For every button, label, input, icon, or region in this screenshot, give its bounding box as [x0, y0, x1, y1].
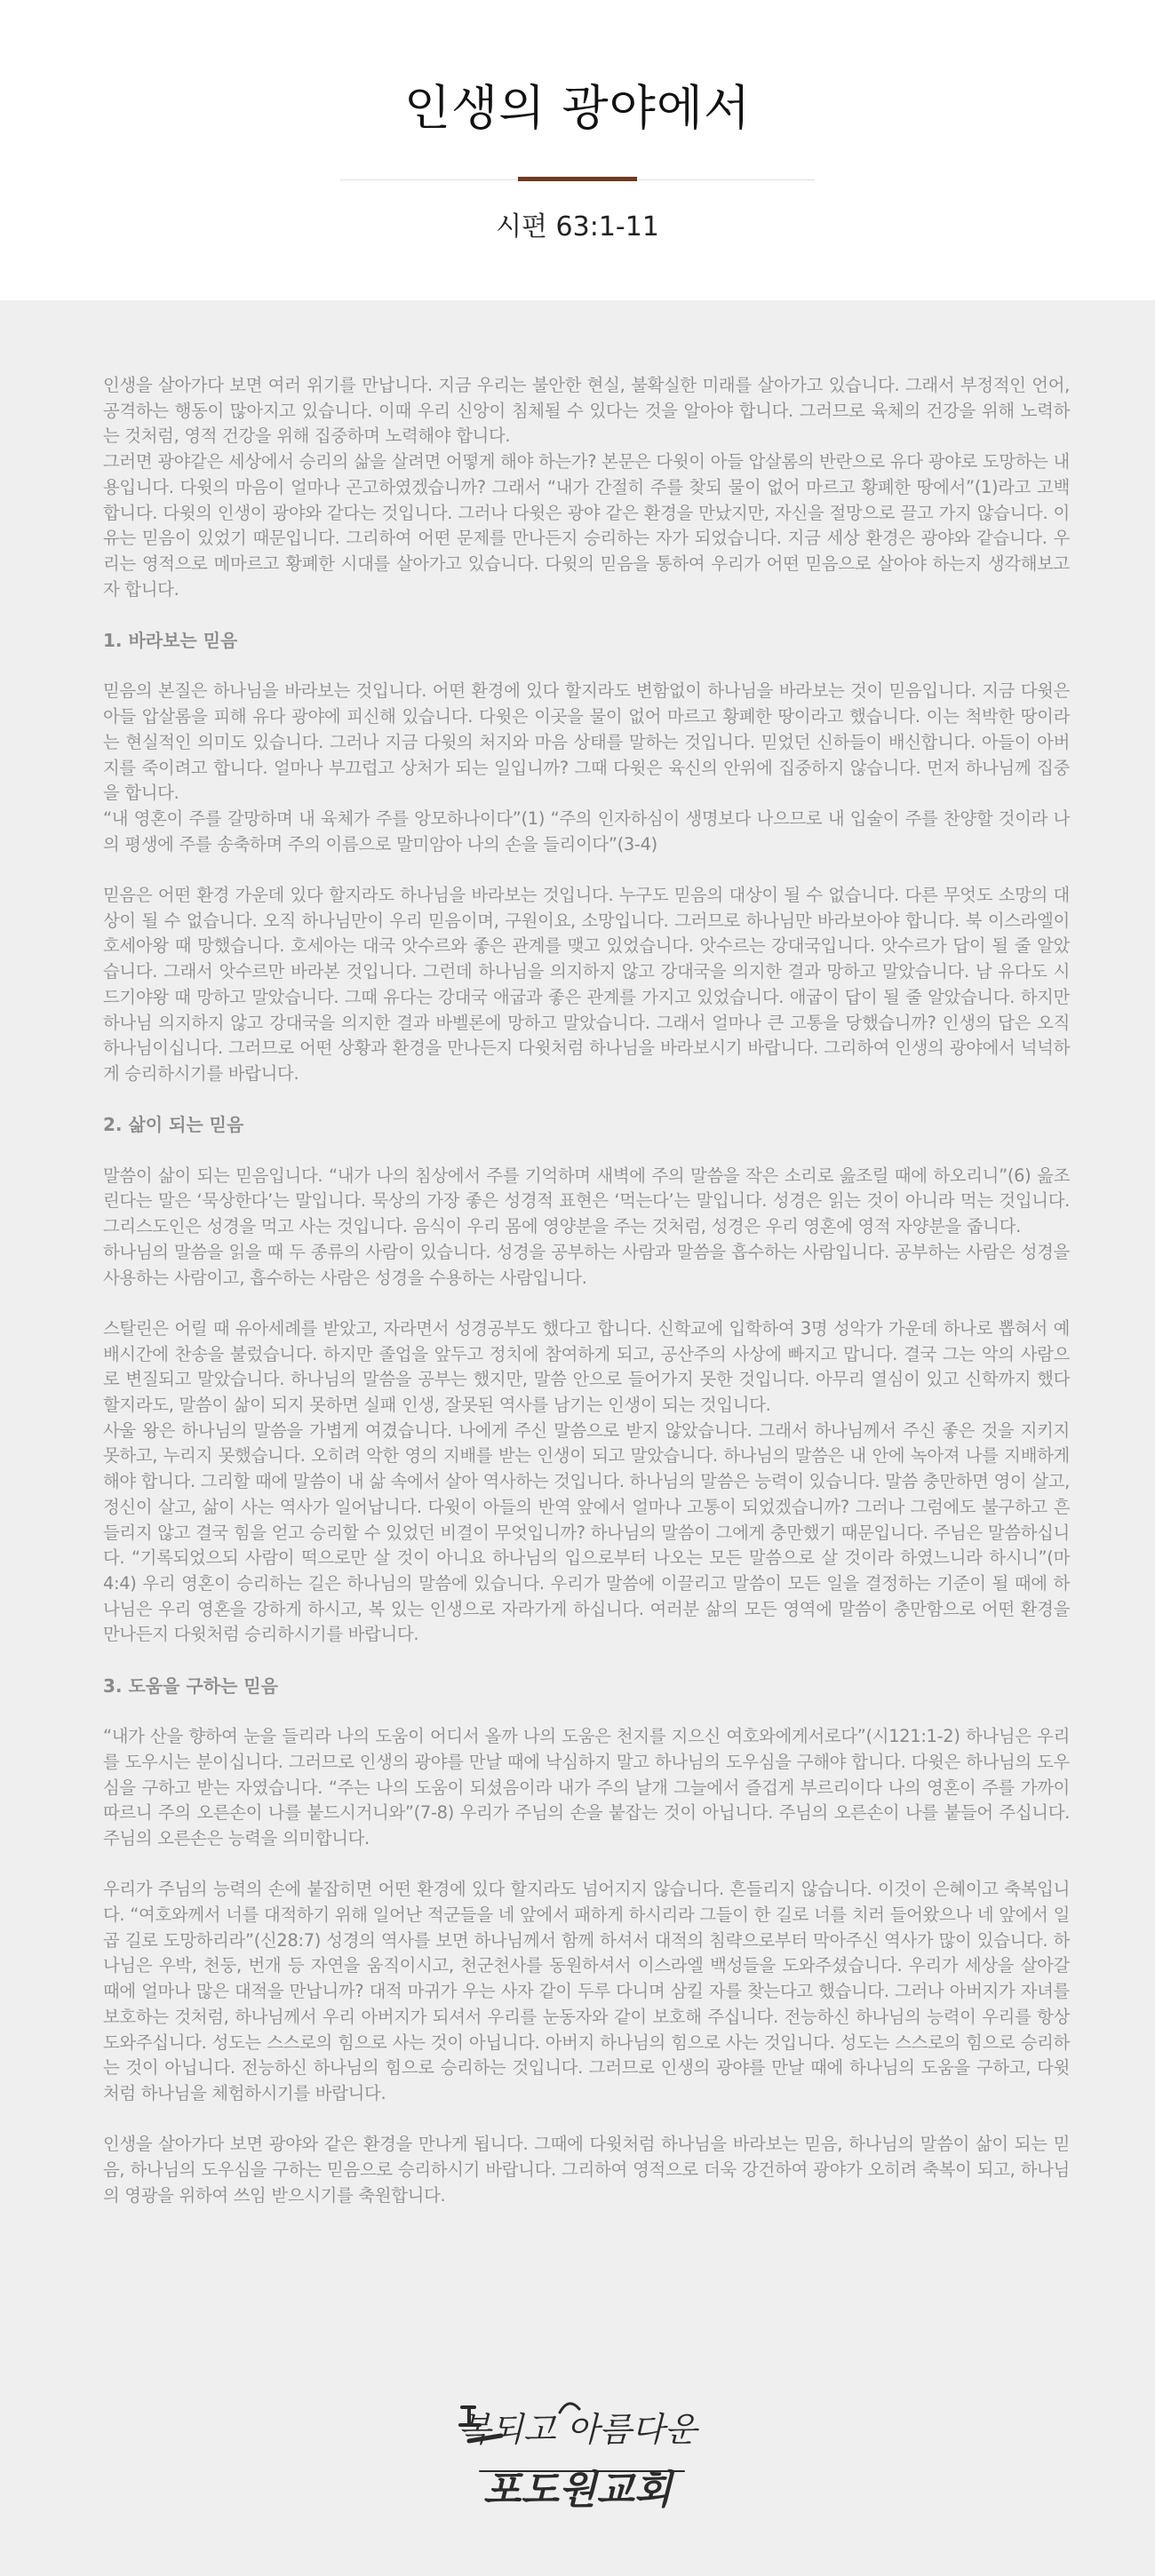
section-paragraph: “내가 산을 향하여 눈을 들리라 나의 도움이 어디서 올까 나의 도움은 천지를 지으신 여호와에게서로다”(시121:1-2) 하나님은 우리를 도우시는 분이십니다. 그러므로 인생의 광야를 만날 때에 낙심하지 말고 하나님의 도우심을 구해야 합니다. 다윗은 하나님의 도우심을 구하고 받는 자였습니다. “주는 나의 도움이 되셨음이라 내가 주의 날개 그늘에서 즐겁게 부르리이다 나의 영혼이 주를 가까이 따르니 주의 오른손이 나를 붙드시거니와”(7-8) 우리가 주님의 손을 붙잡는 것이 아닙니다. 주님의 오른손이 나를 붙들어 주십니다. 주님의 오른손은 능력을 의미합니다. [103, 1726, 1070, 1849]
section-paragraph: 믿음의 본질은 하나님을 바라보는 것입니다. 어떤 환경에 있다 할지라도 변함없이 하나님을 바라보는 것이 믿음입니다. 지금 다윗은 아들 압살롬을 피해 유다 광야에 피신해 있습니다. 다윗은 이곳을 물이 없어 마르고 황폐한 땅이라고 했습니다. 이는 척박한 땅이라는 현실적인 의미도 있습니다. 그러나 지금 다윗의 처지와 마음 상태를 말하는 것입니다. 믿었던 신하들이 배신합니다. 아들이 아버지를 죽이려고 합니다. 얼마나 부끄럽고 상처가 되는 일입니까? 그때 다윗은 육신의 안위에 집중하지 않습니다. 먼저 하나님께 집중을 합니다. [103, 680, 1070, 804]
logo-line-1: 복되고 아름다운 [458, 2410, 697, 2449]
page-title: 인생의 광야에서 [403, 80, 752, 136]
logo-line-2: 포도원교회 [482, 2468, 673, 2513]
section-heading: 1. 바라보는 믿음 [103, 630, 238, 652]
scripture-reference: 시편 63:1-11 [496, 211, 659, 242]
church-logo [444, 2389, 711, 2523]
section-heading: 2. 삶이 되는 믿음 [103, 1114, 244, 1136]
title-divider-accent [518, 177, 637, 181]
intro-paragraph: 그러면 광야같은 세상에서 승리의 삶을 살려면 어떻게 해야 하는가? 본문은 다윗이 아들 압살롬의 반란으로 유다 광야로 도망하는 내용입니다. 다윗의 마음이 얼마나 곤고하였겠습니까? 그래서 “내가 간절히 주를 찾되 물이 없어 마르고 황폐한 땅에서”(1)라고 고백합니다. 다윗의 인생이 광야와 같다는 것입니다. 그러나 다윗은 광야 같은 환경을 만났지만, 자신을 절망으로 끌고 가지 않습니다. 이유는 믿음이 있었기 때문입니다. 그리하여 어떤 문제를 만나든지 승리하는 자가 되었습니다. 지금 세상 환경은 광야와 같습니다. 우리는 영적으로 메마르고 황폐한 시대를 살아가고 있습니다. 다윗의 믿음을 통하여 우리가 어떤 믿음으로 살아야 하는지 생각해보고자 합니다. [103, 451, 1070, 600]
page-header [0, 0, 1155, 300]
section-paragraph: 말씀이 삶이 되는 믿음입니다. “내가 나의 침상에서 주를 기억하며 새벽에 주의 말씀을 작은 소리로 읊조릴 때에 하오리니”(6) 읊조린다는 말은 ‘묵상한다’는 말입니다. 묵상의 가장 좋은 성경적 표현은 ‘먹는다’는 말입니다. 성경은 읽는 것이 아니라 먹는 것입니다. 그리스도인은 성경을 먹고 사는 것입니다. 음식이 우리 몸에 영양분을 주는 것처럼, 성경은 우리 영혼에 영적 자양분을 줍니다. [103, 1165, 1070, 1237]
section-paragraph: 사울 왕은 하나님의 말씀을 가볍게 여겼습니다. 나에게 주신 말씀으로 받지 않았습니다. 그래서 하나님께서 주신 좋은 것을 지키지 못하고, 누리지 못했습니다. 오히려 악한 영의 지배를 받는 인생이 되고 말았습니다. 하나님의 말씀은 내 안에 녹아져 나를 지배하게 해야 합니다. 그리할 때에 말씀이 내 삶 속에서 살아 역사하는 것입니다. 하나님의 말씀은 능력이 있습니다. 말씀 충만하면 영이 살고, 정신이 살고, 삶이 사는 역사가 일어납니다. 다윗이 아들의 반역 앞에서 얼마나 고통이 되었겠습니까? 그러나 그럼에도 불구하고 흔들리지 않고 결국 힘을 얻고 승리할 수 있었던 비결이 무엇입니까? 하나님의 말씀이 그에게 충만했기 때문입니다. 주님은 말씀하십니다. “기록되었으되 사람이 떡으로만 살 것이 아니요 하나님의 입으로부터 나오는 모든 말씀으로 살 것이라 하였느니라 하시니”(마4:4) 우리 영혼이 승리하는 길은 하나님의 말씀에 있습니다. 우리가 말씀에 이끌리고 말씀이 모든 일을 결정하는 기준이 될 때에 하나님은 우리 영혼을 강하게 하시고, 복 있는 인생으로 자라가게 하십니다. 여러분 삶의 모든 영역에 말씀이 충만함으로 어떤 환경을 만나든지 다윗처럼 승리하시기를 바랍니다. [103, 1419, 1070, 1645]
section-paragraph: “내 영혼이 주를 갈망하며 내 육체가 주를 앙모하나이다”(1) “주의 인자하심이 생명보다 나으므로 내 입술이 주를 찬양할 것이라 나의 평생에 주를 송축하며 주의 이름으로 말미암아 나의 손을 들리이다”(3-4) [103, 807, 1070, 855]
section-paragraph: 스탈린은 어릴 때 유아세례를 받았고, 자라면서 성경공부도 했다고 합니다. 신학교에 입학하여 3명 성악가 가운데 하나로 뽑혀서 예배시간에 찬송을 불렀습니다. 하지만 졸업을 앞두고 정치에 참여하게 되고, 공산주의 사상에 빠지고 맙니다. 결국 그는 악의 사람으로 변질되고 말았습니다. 하나님의 말씀을 공부는 했지만, 말씀 안으로 들어가지 못한 것입니다. 아무리 열심이 있고 신학까지 했다 할지라도, 말씀이 삶이 되지 못하면 실패 인생, 잘못된 역사를 남기는 인생이 되는 것입니다. [103, 1317, 1070, 1416]
conclusion-paragraph: 인생을 살아가다 보면 광야와 같은 환경을 만나게 됩니다. 그때에 다윗처럼 하나님을 바라보는 믿음, 하나님의 말씀이 삶이 되는 믿음, 하나님의 도우심을 구하는 믿음으로 승리하시기 바랍니다. 그리하여 영적으로 더욱 강건하여 광야가 오히려 축복이 되고, 하나님의 영광을 위하여 쓰임 받으시기를 축원합니다. [103, 2134, 1070, 2206]
section-paragraph: 우리가 주님의 능력의 손에 붙잡히면 어떤 환경에 있다 할지라도 넘어지지 않습니다. 흔들리지 않습니다. 이것이 은혜이고 축복입니다. “여호와께서 너를 대적하기 위해 일어난 적군들을 네 앞에서 패하게 하시리라 그들이 한 길로 너를 치러 들어왔으나 네 앞에서 일곱 길로 도망하리라”(신28:7) 성경의 역사를 보면 하나님께서 함께 하셔서 대적의 침략으로부터 막아주신 역사가 많이 있습니다. 하나님은 우박, 천둥, 번개 등 자연을 움직이시고, 천군천사를 동원하셔서 이스라엘 백성들을 도와주셨습니다. 우리가 세상을 살아갈 때에 얼마나 많은 대적을 만납니까? 대적 마귀가 우는 사자 같이 두루 다니며 삼킬 자를 찾는다고 했습니다. 그러나 아버지가 자녀를 보호하는 것처럼, 하나님께서 우리 아버지가 되셔서 우리를 눈동자와 같이 보호해 주십니다. 전능하신 하나님의 능력이 우리를 항상 도와주십니다. 성도는 스스로의 힘으로 사는 것이 아닙니다. 아버지 하나님의 힘으로 사는 것입니다. 성도는 스스로의 힘으로 승리하는 것이 아닙니다. 전능하신 하나님의 힘으로 승리하는 것입니다. 그러므로 인생의 광야를 만날 때에 하나님의 도움을 구하고, 다윗처럼 하나님을 체험하시기를 바랍니다. [103, 1879, 1070, 2103]
section-paragraph: 믿음은 어떤 환경 가운데 있다 할지라도 하나님을 바라보는 것입니다. 누구도 믿음의 대상이 될 수 없습니다. 다른 무엇도 소망의 대상이 될 수 없습니다. 오직 하나님만이 우리 믿음이며, 구원이요, 소망입니다. 그러므로 하나님만 바라보아야 합니다. 북 이스라엘이 호세아왕 때 망했습니다. 호세아는 대국 앗수르와 좋은 관계를 맺고 있었습니다. 앗수르는 강대국입니다. 앗수르가 답이 될 줄 알았습니다. 그래서 앗수르만 바라본 것입니다. 그런데 하나님을 의지하지 않고 강대국을 의지한 결과 망하고 말았습니다. 남 유다도 시드기야왕 때 망하고 말았습니다. 그때 유다는 강대국 애굽과 좋은 관계를 가지고 있었습니다. 애굽이 답이 될 줄 알았습니다. 하지만 하나님 의지하지 않고 강대국을 의지한 결과 바벨론에 망하고 말았습니다. 그래서 얼마나 큰 고통을 당했습니까? 인생의 답은 오직 하나님이십니다. 그러므로 어떤 상황과 환경을 만나든지 다윗처럼 하나님을 바라보시기 바랍니다. 그리하여 인생의 광야에서 넉넉하게 승리하시기를 바랍니다. [103, 885, 1070, 1084]
intro-paragraph: 인생을 살아가다 보면 여러 위기를 만납니다. 지금 우리는 불안한 현실, 불확실한 미래를 살아가고 있습니다. 그래서 부정적인 언어, 공격하는 행동이 많아지고 있습니다. 이때 우리 신앙이 침체될 수 있다는 것을 알아야 합니다. 그러므로 육체의 건강을 위해 노력하는 것처럼, 영적 건강을 위해 집중하며 노력해야 합니다. [103, 375, 1070, 447]
church-logo-graphic [444, 2389, 711, 2523]
section-paragraph: 하나님의 말씀을 읽을 때 두 종류의 사람이 있습니다. 성경을 공부하는 사람과 말씀을 흡수하는 사람입니다. 공부하는 사람은 성경을 사용하는 사람이고, 흡수하는 사람은 성경을 수용하는 사람입니다. [103, 1241, 1070, 1288]
section-heading: 3. 도움을 구하는 믿음 [103, 1674, 278, 1697]
sermon-body [103, 373, 1070, 2208]
